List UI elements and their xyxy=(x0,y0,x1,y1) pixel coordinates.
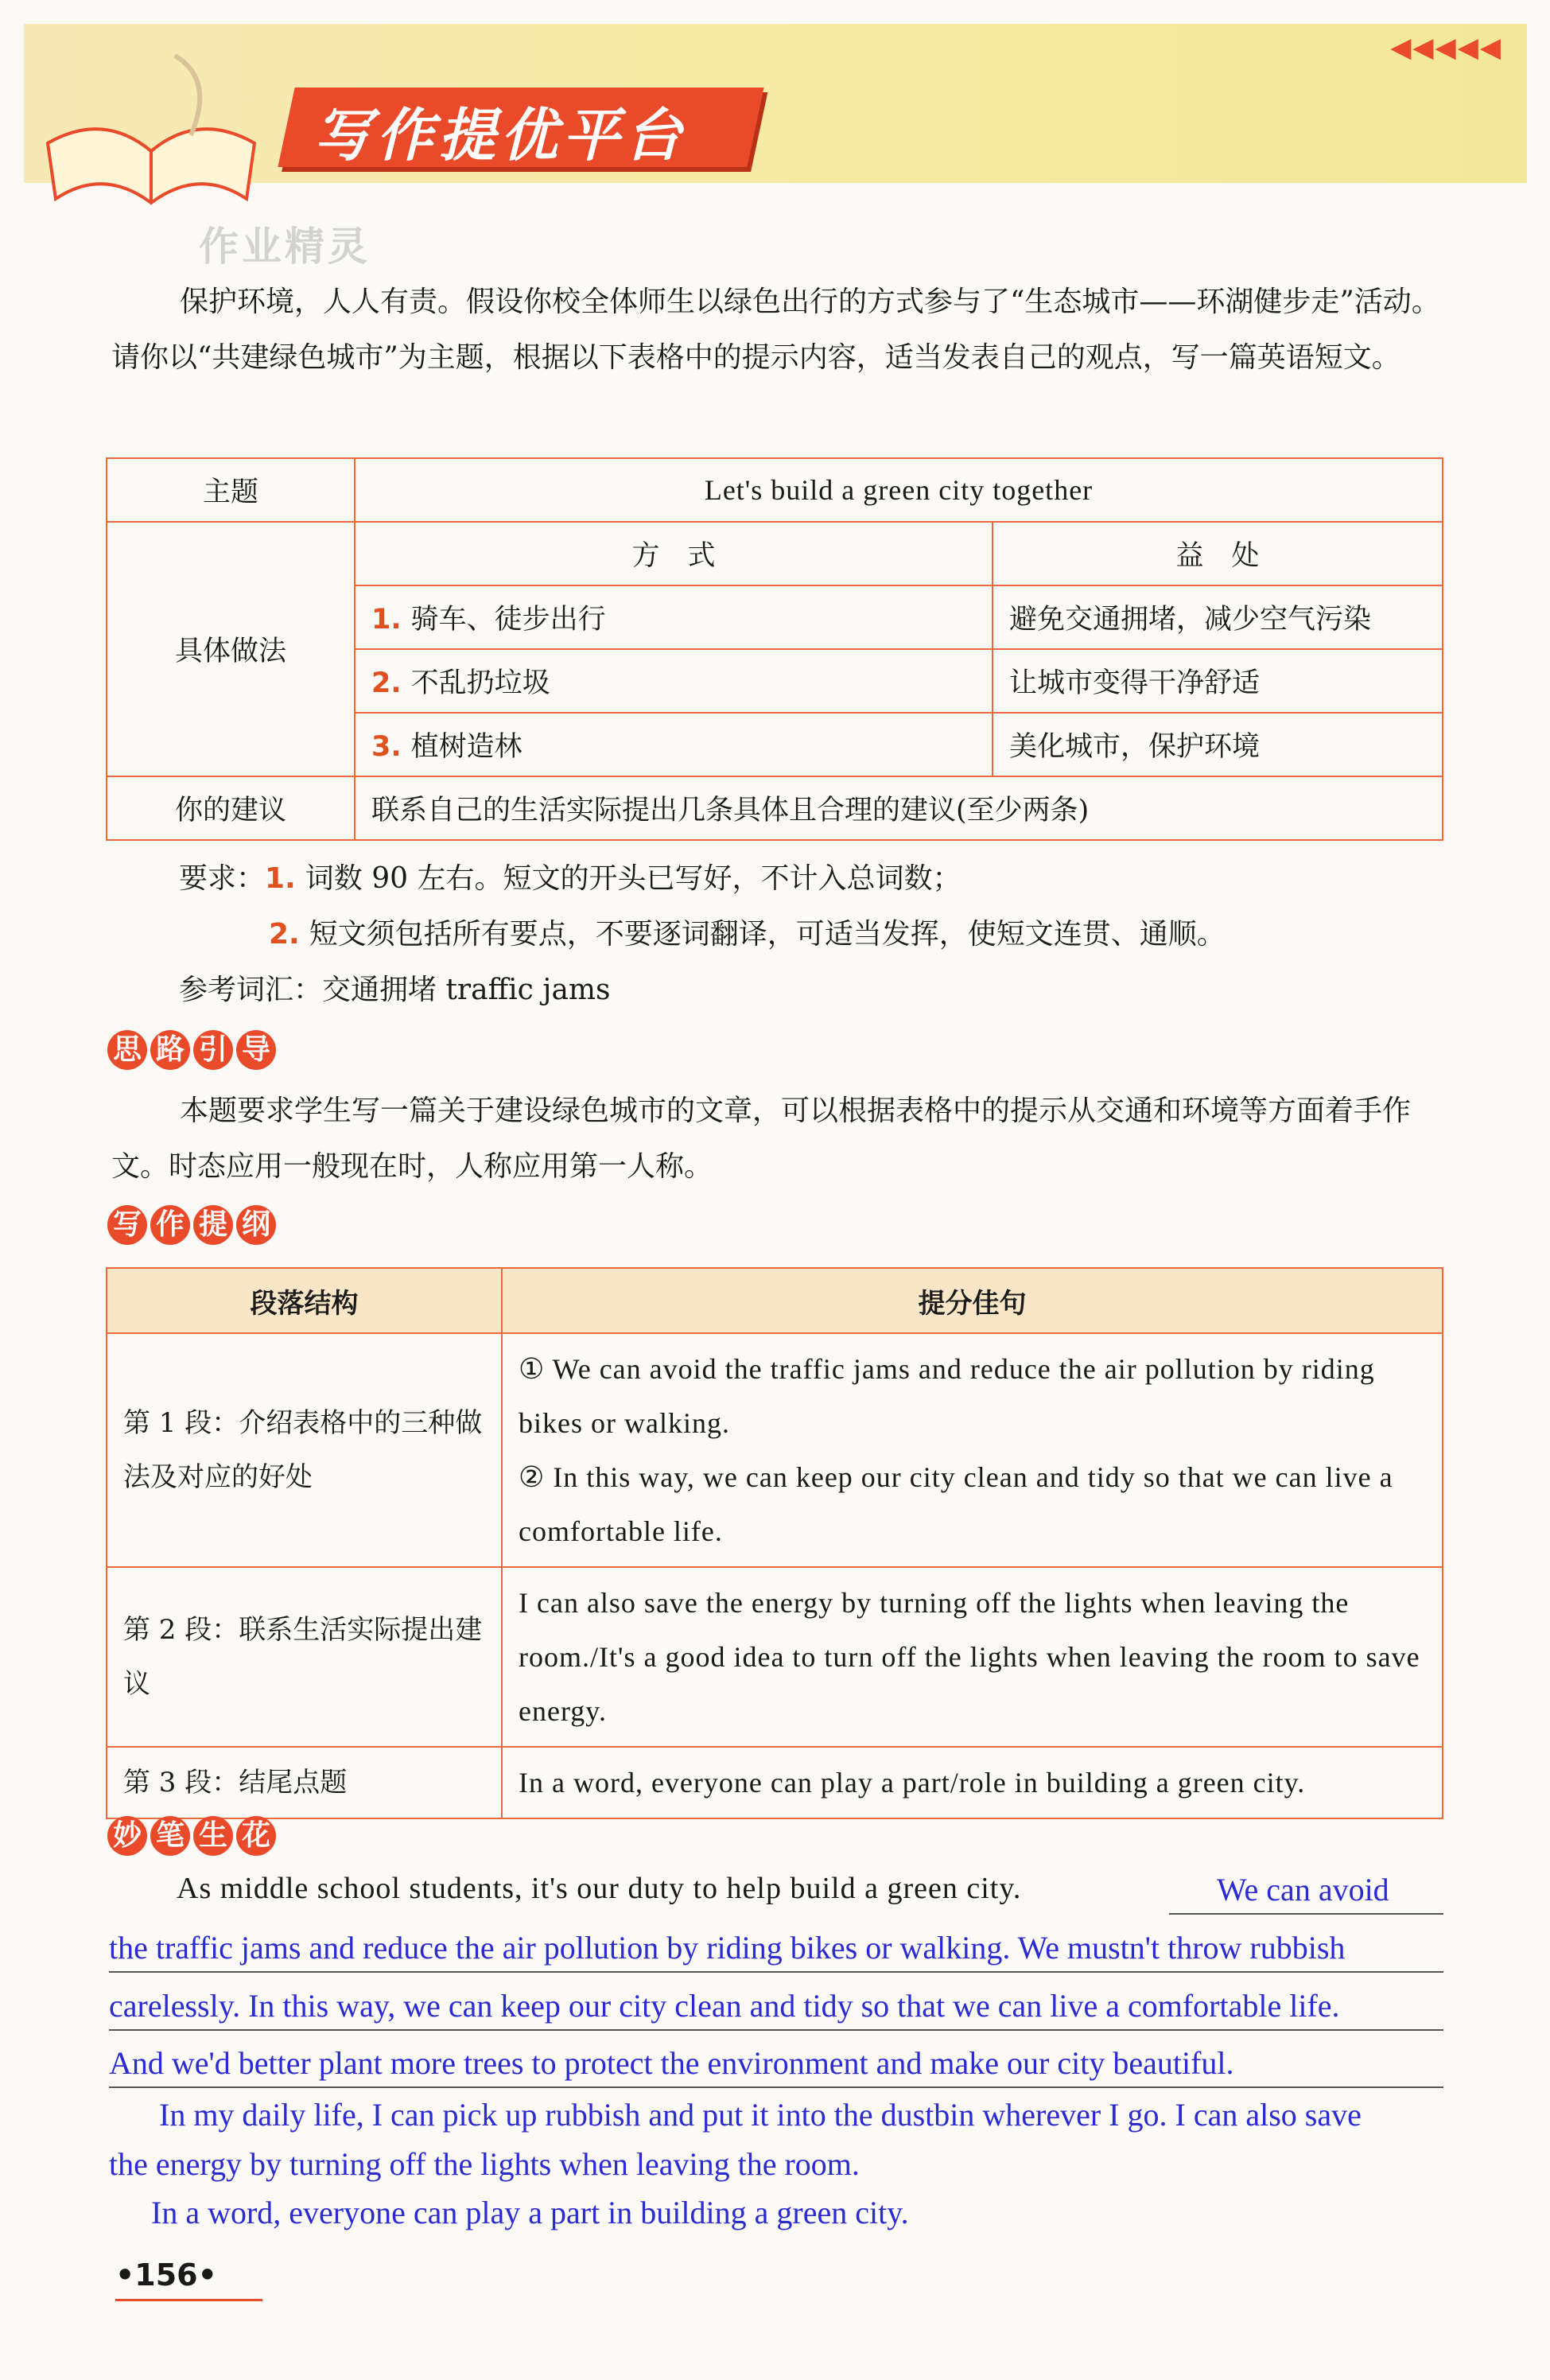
benefit-text: 让城市变得干净舒适 xyxy=(993,649,1443,713)
outline-structure: 第 3 段：结尾点题 xyxy=(107,1747,502,1818)
requirements-label: 要求： xyxy=(179,862,266,895)
essay-underline xyxy=(109,2086,1443,2088)
table-row xyxy=(107,1567,1443,1747)
essay-underline xyxy=(109,2029,1443,2031)
badge-char: 写 xyxy=(107,1205,147,1245)
outline-sentences xyxy=(502,1333,1443,1567)
section-badge-guide xyxy=(107,1030,276,1070)
badge-char: 笔 xyxy=(150,1816,190,1856)
essay-line-1: We can avoid xyxy=(1217,1872,1389,1908)
task-table xyxy=(106,457,1443,841)
badge-char: 引 xyxy=(193,1030,233,1070)
requirement-text: 词数 90 左右。短文的开头已写好，不计入总词数； xyxy=(305,862,961,895)
watermark: 作业精灵 xyxy=(199,224,371,270)
row-number: 3. xyxy=(371,731,402,763)
key-sentence: ② In this way, we can keep our city clean and tidy so that we can live a comfortable life. xyxy=(519,1461,1393,1547)
methods-label: 具体做法 xyxy=(107,522,355,776)
badge-char: 妙 xyxy=(107,1816,147,1856)
page-title: 写作提优平台 xyxy=(314,102,687,169)
row-number: 1. xyxy=(371,604,402,636)
page-number-underline xyxy=(115,2299,262,2301)
method-text: 植树造林 xyxy=(410,731,522,763)
outline-header-right: 提分佳句 xyxy=(502,1268,1443,1333)
essay-line-2: the traffic jams and reduce the air pollution by riding bikes or walking. We mustn't throw rubbish xyxy=(109,1930,1346,1966)
badge-char: 思 xyxy=(107,1030,147,1070)
requirement-1 xyxy=(179,851,961,907)
essay-line-4: And we'd better plant more trees to protect the environment and make our city beautiful. xyxy=(109,2045,1234,2081)
outline-structure: 第 2 段：联系生活实际提出建议 xyxy=(107,1567,502,1747)
outline-header-left: 段落结构 xyxy=(107,1268,502,1333)
essay-start: As middle school students, it's our duty to help build a green city. xyxy=(177,1872,1022,1905)
guide-paragraph: 本题要求学生写一篇关于建设绿色城市的文章，可以根据表格中的提示从交通和环境等方面着手作文。时态应用一般现在时，人称应用第一人称。 xyxy=(111,1095,1412,1183)
badge-char: 提 xyxy=(193,1205,233,1245)
benefit-text: 美化城市，保护环境 xyxy=(993,713,1443,776)
essay-line-3: carelessly. In this way, we can keep our city clean and tidy so that we can live a comfortable life. xyxy=(109,1988,1340,2024)
col-benefit-header: 益 处 xyxy=(993,522,1443,585)
table-row xyxy=(107,1747,1443,1818)
advice-value: 联系自己的生活实际提出几条具体且合理的建议(至少两条) xyxy=(355,776,1443,840)
requirement-text: 短文须包括所有要点，不要逐词翻译，可适当发挥，使短文连贯、通顺。 xyxy=(309,918,1226,951)
essay-underline xyxy=(1169,1913,1443,1915)
topic-label: 主题 xyxy=(107,458,355,522)
outline-structure: 第 1 段：介绍表格中的三种做法及对应的好处 xyxy=(107,1333,502,1567)
page-number: •156• xyxy=(115,2258,217,2292)
arrow-decoration-icon: ◀◀◀◀◀ xyxy=(1390,32,1502,64)
intro-paragraph: 保护环境，人人有责。假设你校全体师生以绿色出行的方式参与了“生态城市——环湖健步走”活动。请你以“共建绿色城市”为主题，根据以下表格中的提示内容，适当发表自己的观点，写一篇英语短文。 xyxy=(111,286,1440,374)
badge-char: 生 xyxy=(193,1816,233,1856)
badge-char: 作 xyxy=(150,1205,190,1245)
col-method-header: 方 式 xyxy=(355,522,993,585)
method-text: 骑车、徒步出行 xyxy=(410,604,606,636)
outline-table xyxy=(106,1267,1443,1819)
key-sentence: I can also save the energy by turning off the lights when leaving the room./It's a good idea to turn off the lights when leaving the room to save energy. xyxy=(502,1567,1443,1747)
benefit-text: 避免交通拥堵，减少空气污染 xyxy=(993,585,1443,649)
table-row xyxy=(107,1333,1443,1567)
section-badge-outline xyxy=(107,1205,276,1245)
vocab-hint: 参考词汇：交通拥堵 traffic jams xyxy=(179,974,611,1006)
essay-line-6: the energy by turning off the lights when leaving the room. xyxy=(109,2146,860,2182)
requirement-2 xyxy=(269,907,1226,962)
method-text: 不乱扔垃圾 xyxy=(410,667,550,699)
badge-char: 路 xyxy=(150,1030,190,1070)
topic-value: Let's build a green city together xyxy=(355,458,1443,522)
advice-label: 你的建议 xyxy=(107,776,355,840)
badge-char: 花 xyxy=(236,1816,276,1856)
open-book-icon xyxy=(32,48,270,207)
badge-char: 导 xyxy=(236,1030,276,1070)
key-sentence: ① We can avoid the traffic jams and reduce the air pollution by riding bikes or walking. xyxy=(519,1353,1375,1439)
row-number: 2. xyxy=(371,667,402,699)
requirement-number: 1. xyxy=(265,862,296,895)
badge-char: 纲 xyxy=(236,1205,276,1245)
essay-underline xyxy=(109,1971,1443,1973)
essay-line-7: In a word, everyone can play a part in building a green city. xyxy=(151,2195,909,2230)
essay-line-5: In my daily life, I can pick up rubbish and put it into the dustbin wherever I go. I can also save xyxy=(159,2097,1362,2133)
section-badge-essay xyxy=(107,1816,276,1856)
key-sentence: In a word, everyone can play a part/role in building a green city. xyxy=(502,1747,1443,1818)
requirement-number: 2. xyxy=(269,918,300,951)
